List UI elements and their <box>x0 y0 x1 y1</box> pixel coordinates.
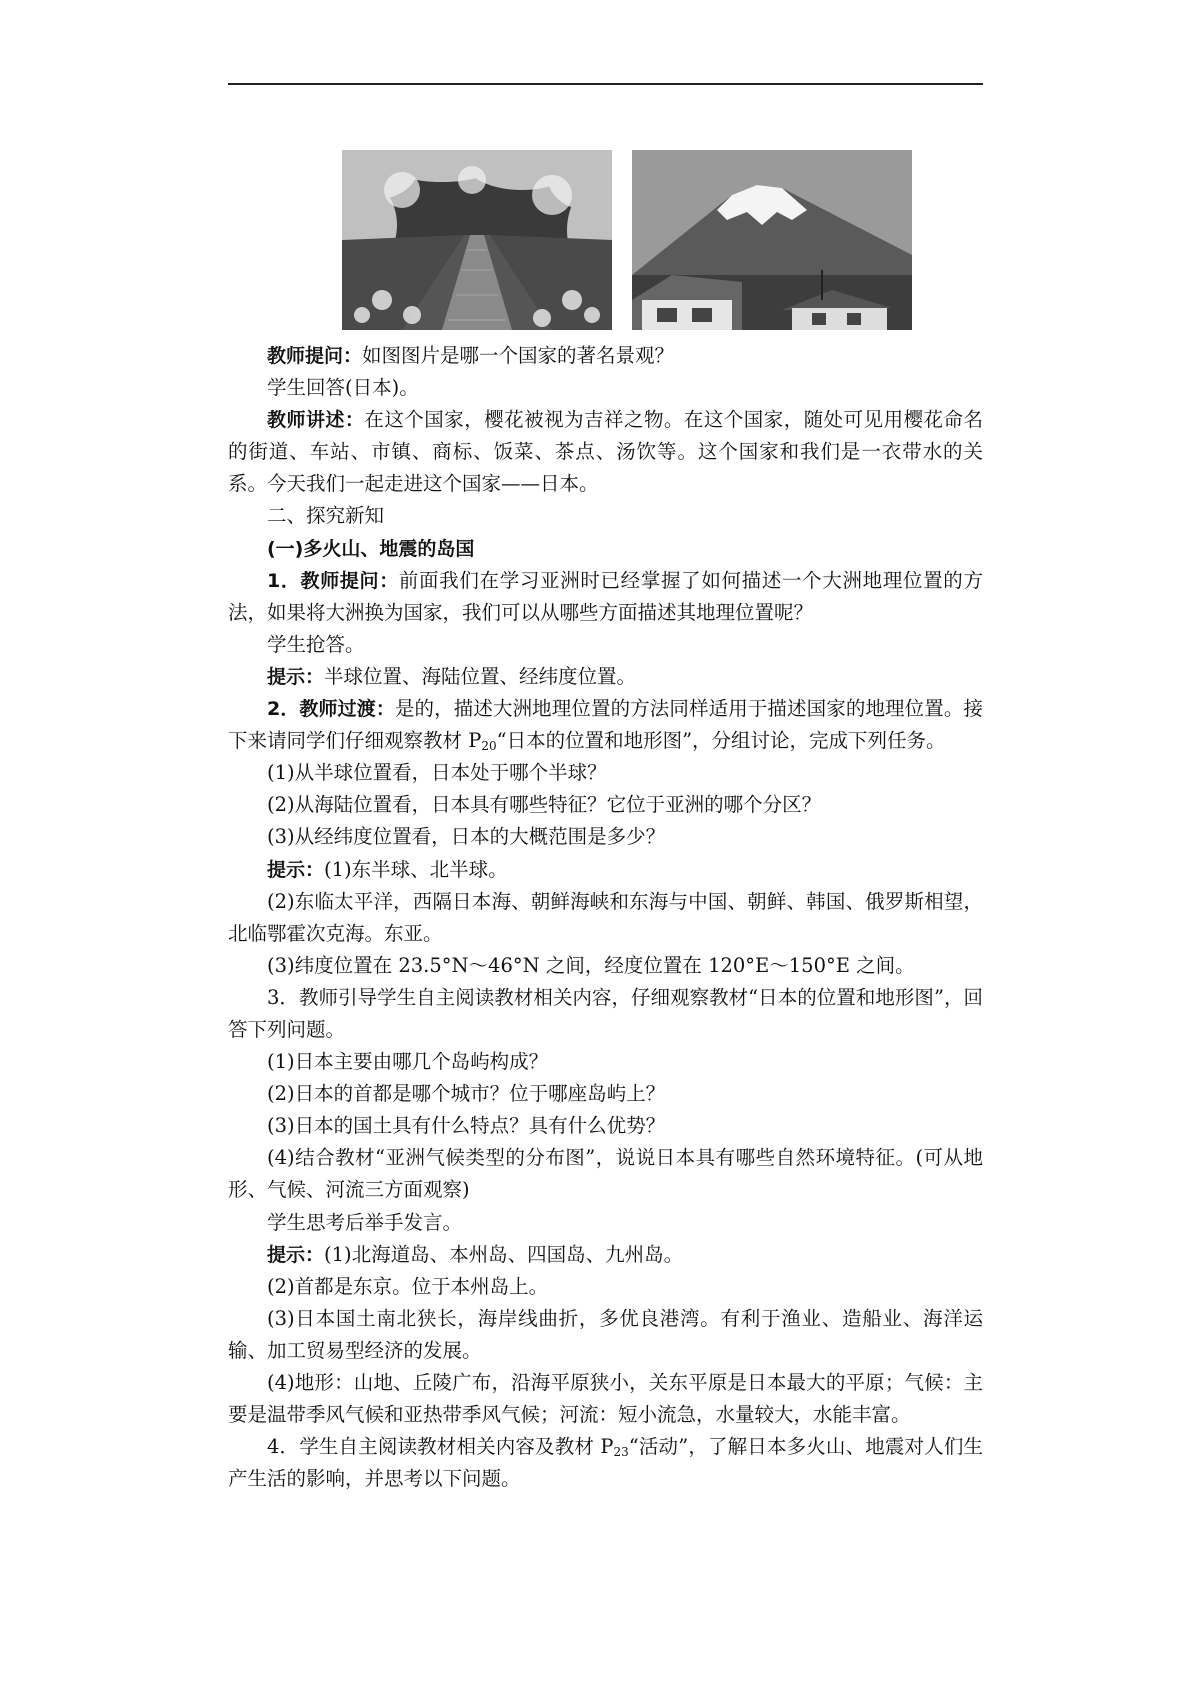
hint-item: (2)东临太平洋，西隔日本海、朝鲜海峡和东海与中国、朝鲜、韩国、俄罗斯相望，北临鄂霍次克海。东亚。 <box>228 889 983 945</box>
task-item: (3)从经纬度位置看，日本的大概范围是多少？ <box>267 825 666 849</box>
step-1-paragraph: 1．教师提问：前面我们在学习亚洲时已经掌握了如何描述一个大洲地理位置的方法，如果将大洲换为国家，我们可以从哪些方面描述其地理位置呢？ <box>228 568 983 624</box>
step-2-paragraph: 2．教师过渡：是的，描述大洲地理位置的方法同样适用于描述国家的地理位置。接下来请同学们仔细观察教材 $P_{20}“$日本的位置和地形图”，分组讨论，完成下列任务。 <box>228 697 983 754</box>
student-answer-paragraph: 学生回答(日本)。 <box>267 376 419 400</box>
hint-item: (3)纬度位置在 23.5°N～46°N 之间，经度位置在 120°E～150°E 之间。 <box>267 953 915 977</box>
cherry-blossom-canal-photo <box>342 150 612 330</box>
step-4-paragraph: 4．学生自主阅读教材相关内容及教材 $P_{23}“$活动”，了解日本多火山、地震对人们生产生活的影响，并思考以下问题。 <box>228 1435 983 1491</box>
lesson-text <box>228 340 983 1495</box>
question-item: (2)日本的首都是哪个城市？位于哪座岛屿上？ <box>267 1082 666 1106</box>
hint-item: (2)首都是东京。位于本州岛上。 <box>267 1274 549 1298</box>
section-heading: 二、探究新知 <box>267 504 385 528</box>
hint-paragraph: 提示：半球位置、海陆位置、经纬度位置。 <box>267 664 637 688</box>
hint-item: (3)日本国土南北狭长，海岸线曲折，多优良港湾。有利于渔业、造船业、海洋运输、加工贸易型经济的发展。 <box>228 1306 983 1362</box>
task-item: (1)从半球位置看，日本处于哪个半球？ <box>267 761 607 785</box>
student-response-paragraph: 学生思考后举手发言。 <box>267 1210 463 1234</box>
question-item: (1)日本主要由哪几个岛屿构成？ <box>267 1050 549 1074</box>
hint-item: (4)地形：山地、丘陵广布，沿海平原狭小，关东平原是日本最大的平原；气候：主要是温带季风气候和亚热带季风气候；河流：短小流急，水量较大，水能丰富。 <box>228 1371 983 1427</box>
header-rule <box>228 83 983 85</box>
student-response-paragraph: 学生抢答。 <box>267 632 365 656</box>
hint-paragraph: 提示：(1)东半球、北半球。 <box>267 857 508 881</box>
subsection-heading: (一)多火山、地震的岛国 <box>267 537 475 560</box>
question-item: (4)结合教材“亚洲气候类型的分布图”，说说日本具有哪些自然环境特征。(可从地形、气候、河流三方面观察) <box>228 1146 983 1202</box>
mount-fuji-photo <box>632 150 912 330</box>
question-item: (3)日本的国土具有什么特点？具有什么优势？ <box>267 1114 666 1138</box>
teacher-narration-paragraph: 教师讲述：在这个国家，樱花被视为吉祥之物。在这个国家，随处可见用樱花命名的街道、车站、市镇、商标、饭菜、茶点、汤饮等。这个国家和我们是一衣带水的关系。今天我们一起走进这个国家——日本。 <box>228 408 983 496</box>
teacher-question-paragraph: 教师提问：如图图片是哪一个国家的著名景观？ <box>267 344 675 367</box>
step-3-paragraph: 3．教师引导学生自主阅读教材相关内容，仔细观察教材“日本的位置和地形图”，回答下列问题。 <box>228 985 983 1041</box>
task-item: (2)从海陆位置看，日本具有哪些特征？它位于亚洲的哪个分区？ <box>267 793 822 817</box>
hint-paragraph: 提示：(1)北海道岛、本州岛、四国岛、九州岛。 <box>267 1242 684 1266</box>
